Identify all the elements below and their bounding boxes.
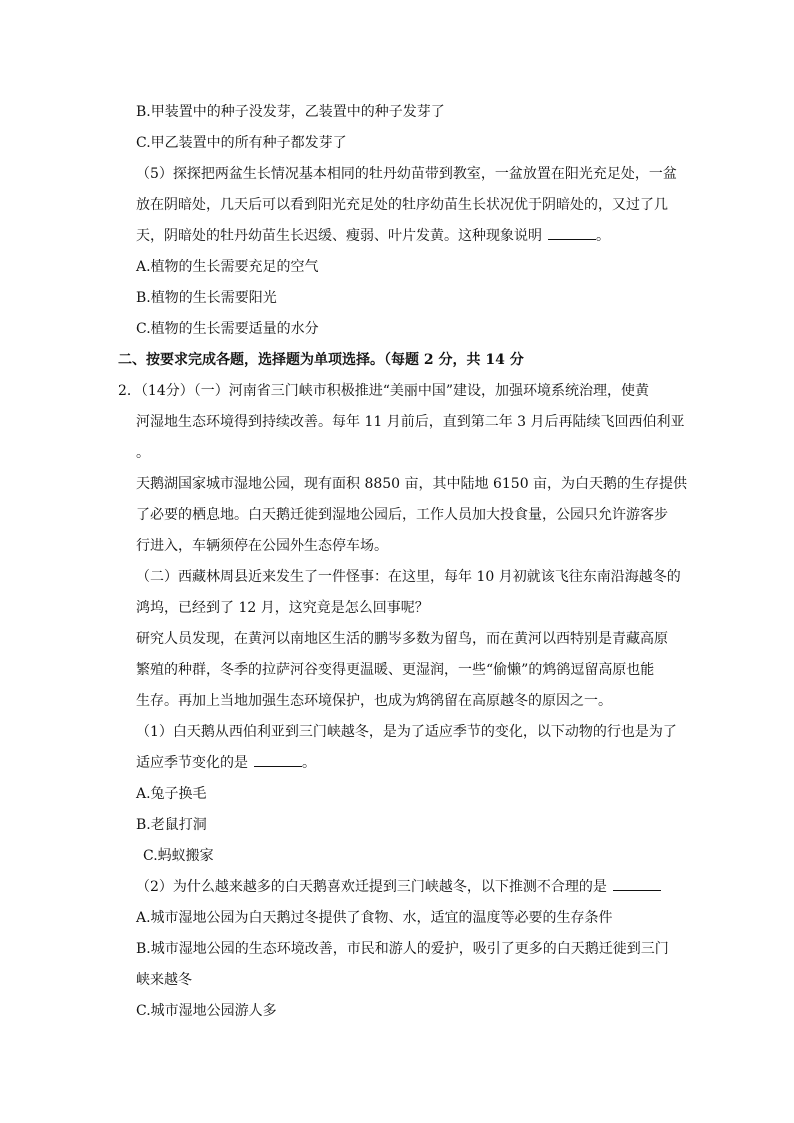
option-b-text: B.植物的生长需要阳光 [136,290,277,306]
passage-line: 鸿坞，已经到了 12 月，这究竟是怎么回事呢？ [136,600,429,616]
passage-line: （二）西藏林周县近来发生了一件怪事：在这里，每年 10 月初就该飞往东南沿海越冬的 [136,569,681,585]
question-5-line: 天，阴暗处的牡丹幼苗生长迟缓、瘦弱、叶片发黄。这种现象说明 。 [136,228,610,244]
question-5-line: 放在阴暗处，几天后可以看到阳光充足处的牡序幼苗生长状况优于阴暗处的，又过了几 [136,197,668,213]
option-b-text: B.城市湿地公园的生态环境改善，市民和游人的爱护，吸引了更多的白天鹅迁徙到三门 [136,941,669,957]
answer-blank [254,753,302,767]
answer-blank [548,226,596,240]
option-c-text: C.甲乙装置中的所有种子都发芽了 [136,135,347,151]
passage-line: 繁殖的种群，冬季的拉萨河谷变得更温暖、更湿润，一些“偷懒”的鸩鹆逗留高原也能 [136,662,655,678]
question-2-line: 。 [136,445,150,461]
section-heading: 二、按要求完成各题，选择题为单项选择。（每题 2 分，共 14 分 [118,352,524,368]
answer-blank [613,877,661,891]
question-2-line: 河湿地生态环境得到持续改善。每年 11 月前后，直到第二年 3 月后再陆续飞回西伯利亚 [136,414,685,430]
sub-question-1-line: 适应季节变化的是 。 [136,755,316,771]
passage-line: 天鹅湖国家城市湿地公园，现有面积 8850 亩，其中陆地 6150 亩，为白天鹅的生存提供 [136,476,688,492]
passage-line: 生存。再加上当地加强生态环境保护，也成为鸩鹆留在高原越冬的原因之一。 [136,693,612,709]
option-a-text: A.兔子换毛 [136,786,207,802]
option-a-text: A.城市湿地公园为白天鹅过冬提供了食物、水，适宜的温度等必要的生存条件 [136,910,613,926]
option-c-text: C.城市湿地公园游人多 [136,1003,277,1019]
passage-line: 行进入，车辆须停在公园外生态停车场。 [136,538,388,554]
question-5-line: （5）探探把两盆生长情况基本相同的牡丹幼苗带到教室，一盆放置在阳光充足处，一盆 [136,166,677,182]
option-b-text: B.老鼠打洞 [136,817,207,833]
option-c-text: C.植物的生长需要适量的水分 [136,321,319,337]
option-a-text: A.植物的生长需要充足的空气 [136,259,319,275]
sub-question-2-line: （2）为什么越来越多的白天鹅喜欢迁提到三门峡越冬，以下推测不合理的是 [136,877,661,897]
option-c-text: C.蚂蚁搬家 [143,848,214,864]
option-b-text-cont: 峡来越冬 [136,972,192,988]
sub-question-1-line: （1）白天鹅从西伯利亚到三门峡越冬，是为了适应季节的变化，以下动物的行也是为了 [136,724,677,740]
passage-line: 研究人员发现，在黄河以南地区生活的鹏岑多数为留鸟，而在黄河以西特别是青藏高原 [136,631,668,647]
passage-line: 了必要的栖息地。白天鹅迁徙到湿地公园后，工作人员加大投食量，公园只允许游客步 [136,507,668,523]
question-2-line: 2．（14分）（一）河南省三门峡市积极推进“美丽中国”建设，加强环境系统治理，使黄 [118,383,650,399]
option-b-text: B.甲装置中的种子没发芽，乙装置中的种子发芽了 [136,104,445,120]
